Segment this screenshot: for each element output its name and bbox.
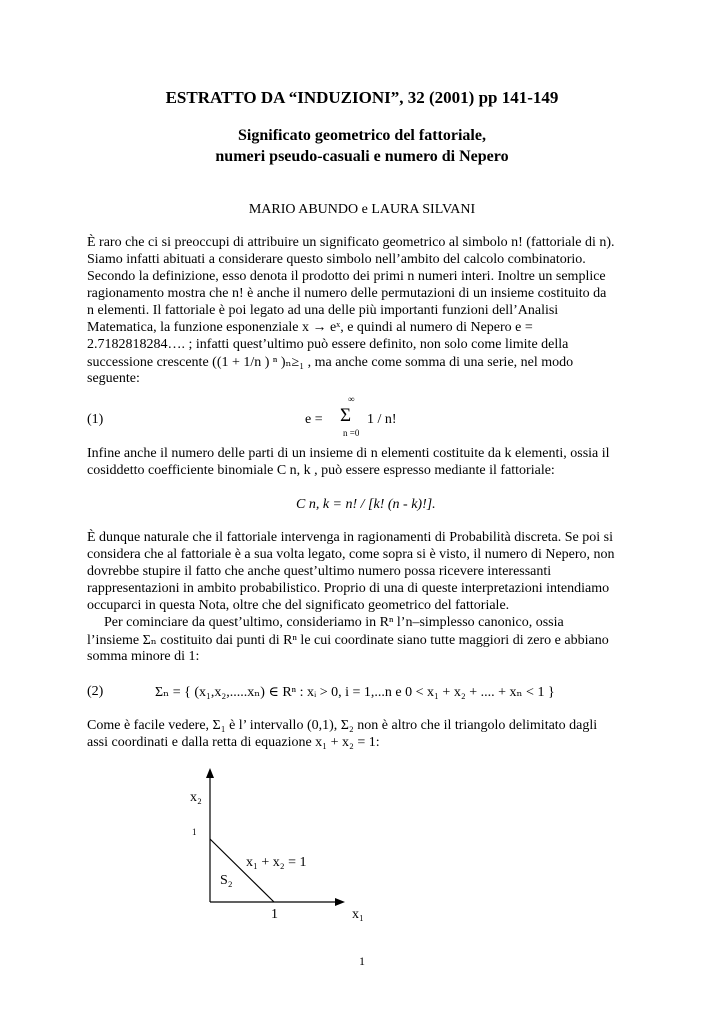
para3-line4: rappresentazioni in ambito probabilistico. Proprio di una di queste interpretazioni intendiamo — [87, 581, 610, 596]
header-title: ESTRATTO DA “INDUZIONI”, 32 (2001) pp 141-149 — [165, 88, 559, 107]
para4-line2: l’insieme Σₙ costituito dai punti di Rⁿ le cui coordinate siano tutte maggiori di zero e abbiano — [87, 633, 609, 648]
eq1-upper-limit: ∞ — [348, 394, 355, 404]
x-axis-label: x₁ — [352, 907, 364, 922]
para1-line2: Siamo infatti abituati a considerare questo simbolo nell’ambito del calcolo combinatorio. — [87, 252, 586, 267]
binomial-equation: C n, k = n! / [k! (n - k)!]. — [296, 497, 436, 512]
para4-line3: somma minore di 1: — [87, 649, 200, 664]
para2-line1: Infine anche il numero delle parti di un insieme di n elementi costituite da k elementi, ossia il — [87, 446, 610, 461]
para3-line1: È dunque naturale che il fattoriale intervenga in ragionamenti di Probabilità discreta. Se poi si — [87, 530, 613, 545]
paper-title-line1: Significato geometrico del fattoriale, — [238, 127, 486, 144]
authors: MARIO ABUNDO e LAURA SILVANI — [248, 202, 476, 217]
para1-line5: n elementi. Il fattoriale è poi legato ad una delle più importanti funzioni dell’Analisi — [87, 303, 559, 318]
para1-line6: Matematica, la funzione esponenziale x → eˣ, e quindi al numero di Nepero e = — [87, 320, 533, 335]
simplex-figure — [180, 760, 380, 930]
y-axis-arrow-icon — [206, 768, 214, 778]
y-tick-label: 1 — [192, 827, 197, 837]
para3-line2: considera che al fattoriale è a sua volta legato, come sopra si è visto, il numero di Nepero, non — [87, 547, 615, 562]
para1-line4: ragionamento mostra che n! è anche il numero delle permutazioni di un insieme costituito da — [87, 286, 607, 301]
para1-line9: seguente: — [87, 371, 140, 386]
paper-title-line2: numeri pseudo-casuali e numero di Nepero — [215, 148, 509, 165]
eq1-sigma: Σ — [340, 405, 352, 426]
eq1-lower-limit: n =0 — [343, 428, 360, 438]
para2-line2: cosiddetto coefficiente binomiale C n, k , può essere espresso mediante il fattoriale: — [87, 463, 555, 478]
para1-line1: È raro che ci si preoccupi di attribuire un significato geometrico al simbolo n! (fattoriale di n). — [87, 235, 615, 250]
para1-line3: Secondo la definizione, esso denota il prodotto dei primi n numeri interi. Inoltre un semplice — [87, 269, 606, 284]
para3-line5: occuparci in questa Nota, oltre che del significato geometrico del fattoriale. — [87, 598, 510, 613]
para5-line1: Come è facile vedere, Σ₁ è l’ intervallo (0,1), Σ₂ non è altro che il triangolo delimitato dagli — [87, 718, 598, 733]
eq2-body: Σₙ = { (x₁,x₂,.....xₙ) ∈ Rⁿ : xᵢ > 0, i = 1,...n e 0 < x₁ + x₂ + .... + xₙ < 1 } — [155, 685, 555, 700]
eq2-label: (2) — [87, 684, 104, 699]
eq1-term: 1 / n! — [367, 412, 397, 427]
x-axis-arrow-icon — [335, 898, 345, 906]
para1-line8: successione crescente ((1 + 1/n ) ⁿ )ₙ≥₁ , ma anche come somma di una serie, nel modo — [87, 355, 574, 370]
para4-line1: Per cominciare da quest’ultimo, consideriamo in Rⁿ l’n–simplesso canonico, ossia — [104, 615, 564, 630]
para5-line2: assi coordinati e dalla retta di equazione x₁ + x₂ = 1: — [87, 735, 380, 750]
para3-line3: dovrebbe stupire il fatto che anche quest’ultimo numero possa ricevere interessanti — [87, 564, 552, 579]
line-label: x₁ + x₂ = 1 — [246, 855, 307, 870]
x-tick-label: 1 — [271, 907, 278, 922]
region-label: S₂ — [220, 873, 233, 888]
y-axis-label: x₂ — [190, 790, 202, 805]
para1-line7: 2.7182818284…. ; infatti quest’ultimo può essere definito, non solo come limite della — [87, 337, 569, 352]
hypotenuse-line — [210, 839, 274, 902]
page-number: 1 — [359, 954, 365, 968]
eq1-label: (1) — [87, 412, 104, 427]
eq1-lhs: e = — [305, 412, 323, 427]
